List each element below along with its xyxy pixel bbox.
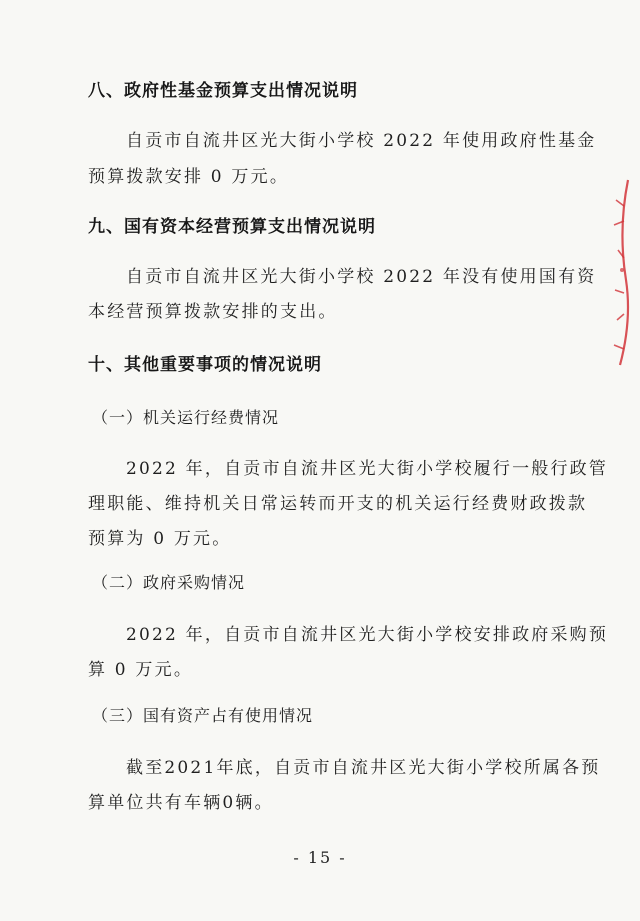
subsection-3-heading: （三）国有资产占有使用情况 <box>92 706 314 725</box>
section-8-heading: 八、政府性基金预算支出情况说明 <box>88 81 358 101</box>
section-9-line-1: 自贡市自流井区光大街小学校 2022 年没有使用国有资 <box>126 267 597 287</box>
subsection-3-line-2: 算单位共有车辆0辆。 <box>88 793 274 813</box>
section-9-heading: 九、国有资本经营预算支出情况说明 <box>88 217 376 237</box>
red-seal-stamp-fragment <box>606 170 636 370</box>
subsection-3-line-1: 截至2021年底，自贡市自流井区光大街小学校所属各预 <box>126 758 601 778</box>
subsection-2-heading: （二）政府采购情况 <box>92 573 246 592</box>
page-number: - 15 - <box>293 848 347 867</box>
section-10-heading: 十、其他重要事项的情况说明 <box>88 355 322 375</box>
section-9-line-2: 本经营预算拨款安排的支出。 <box>88 302 338 322</box>
subsection-1-heading: （一）机关运行经费情况 <box>92 408 280 427</box>
subsection-2-line-1: 2022 年，自贡市自流井区光大街小学校安排政府采购预 <box>126 625 609 645</box>
section-8-line-1: 自贡市自流井区光大街小学校 2022 年使用政府性基金 <box>126 131 597 151</box>
section-8-line-2: 预算拨款安排 0 万元。 <box>88 167 290 187</box>
subsection-1-line-2: 理职能、维持机关日常运转而开支的机关运行经费财政拨款 <box>88 494 588 514</box>
subsection-2-line-2: 算 0 万元。 <box>88 660 194 680</box>
subsection-1-line-1: 2022 年，自贡市自流井区光大街小学校履行一般行政管 <box>126 459 609 479</box>
subsection-1-line-3: 预算为 0 万元。 <box>88 529 232 549</box>
